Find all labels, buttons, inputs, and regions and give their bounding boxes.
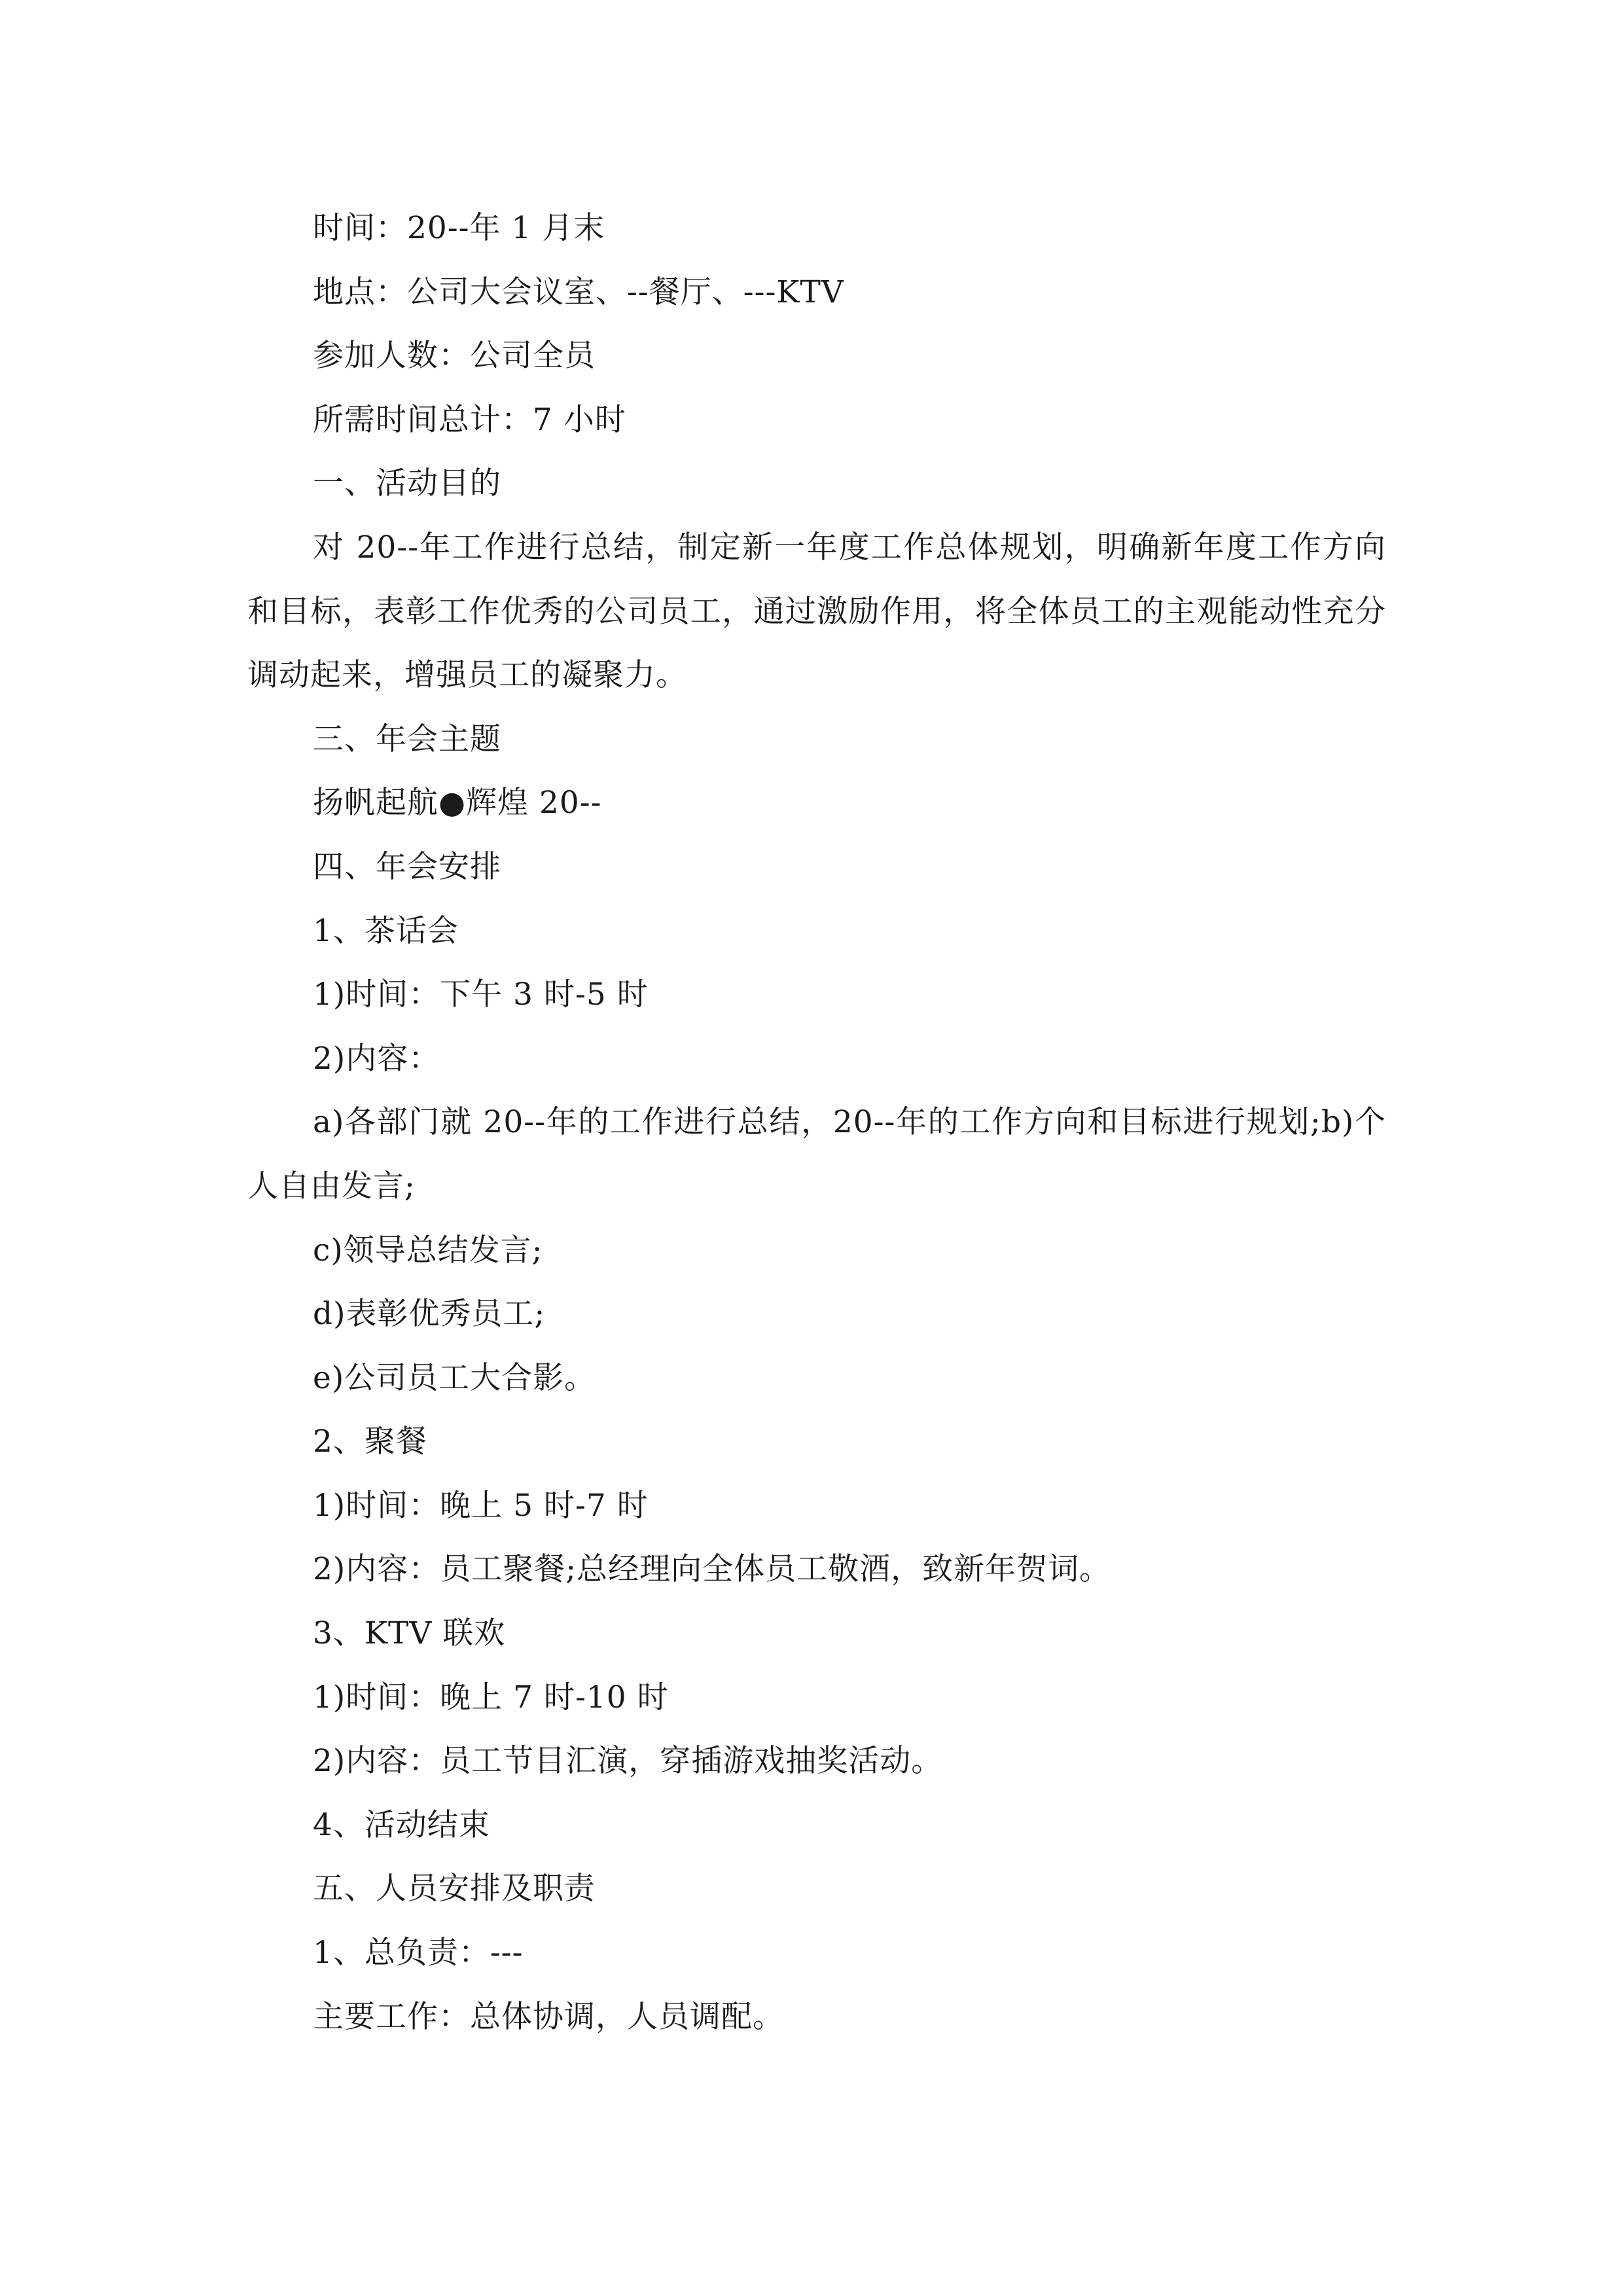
document-body — [247, 196, 1386, 2049]
ktv-content: 2)内容：员工节目汇演，穿插游戏抽奖活动。 — [313, 1743, 943, 1780]
tea-party-item-ab: a)各部门就 20--年的工作进行总结，20--年的工作方向和目标进行规划;b)个人自由发言; — [247, 1104, 1386, 1204]
section-heading-schedule: 四、年会安排 — [313, 848, 501, 885]
tea-party-time: 1)时间：下午 3 时-5 时 — [313, 977, 649, 1013]
event-time-line: 时间：20--年 1 月末 — [313, 210, 605, 246]
tea-party-item-c: c)领导总结发言; — [313, 1232, 543, 1268]
dinner-time: 1)时间：晚上 5 时-7 时 — [313, 1487, 649, 1524]
participants-line: 参加人数：公司全员 — [313, 338, 596, 374]
theme-line: 扬帆起航●辉煌 20-- — [313, 785, 602, 821]
ktv-time: 1)时间：晚上 7 时-10 时 — [313, 1679, 669, 1715]
tea-party-heading: 1、茶话会 — [313, 912, 459, 949]
tea-party-item-d: d)表彰优秀员工; — [313, 1296, 546, 1333]
section-heading-purpose: 一、活动目的 — [313, 465, 501, 502]
main-duties-line: 主要工作：总体协调，人员调配。 — [313, 1998, 784, 2035]
total-duration-line: 所需时间总计：7 小时 — [313, 401, 626, 438]
tea-party-item-e: e)公司员工大合影。 — [313, 1359, 596, 1396]
section-heading-staff: 五、人员安排及职责 — [313, 1871, 596, 1907]
event-location-line: 地点：公司大会议室、--餐厅、---KTV — [313, 274, 844, 310]
event-end-heading: 4、活动结束 — [313, 1806, 490, 1843]
ktv-heading: 3、KTV 联欢 — [313, 1615, 506, 1652]
tea-party-content-label: 2)内容： — [313, 1040, 440, 1077]
purpose-paragraph: 对 20--年工作进行总结，制定新一年度工作总体规划，明确新年度工作方向和目标，表彰工作优秀的公司员工，通过激励作用，将全体员工的主观能动性充分调动起来，增强员工的凝聚力。 — [247, 529, 1386, 694]
dinner-heading: 2、聚餐 — [313, 1424, 427, 1460]
dinner-content: 2)内容：员工聚餐;总经理向全体员工敬酒，致新年贺词。 — [313, 1551, 1111, 1588]
section-heading-theme: 三、年会主题 — [313, 721, 501, 757]
general-manager-line: 1、总负责：--- — [313, 1935, 524, 1971]
